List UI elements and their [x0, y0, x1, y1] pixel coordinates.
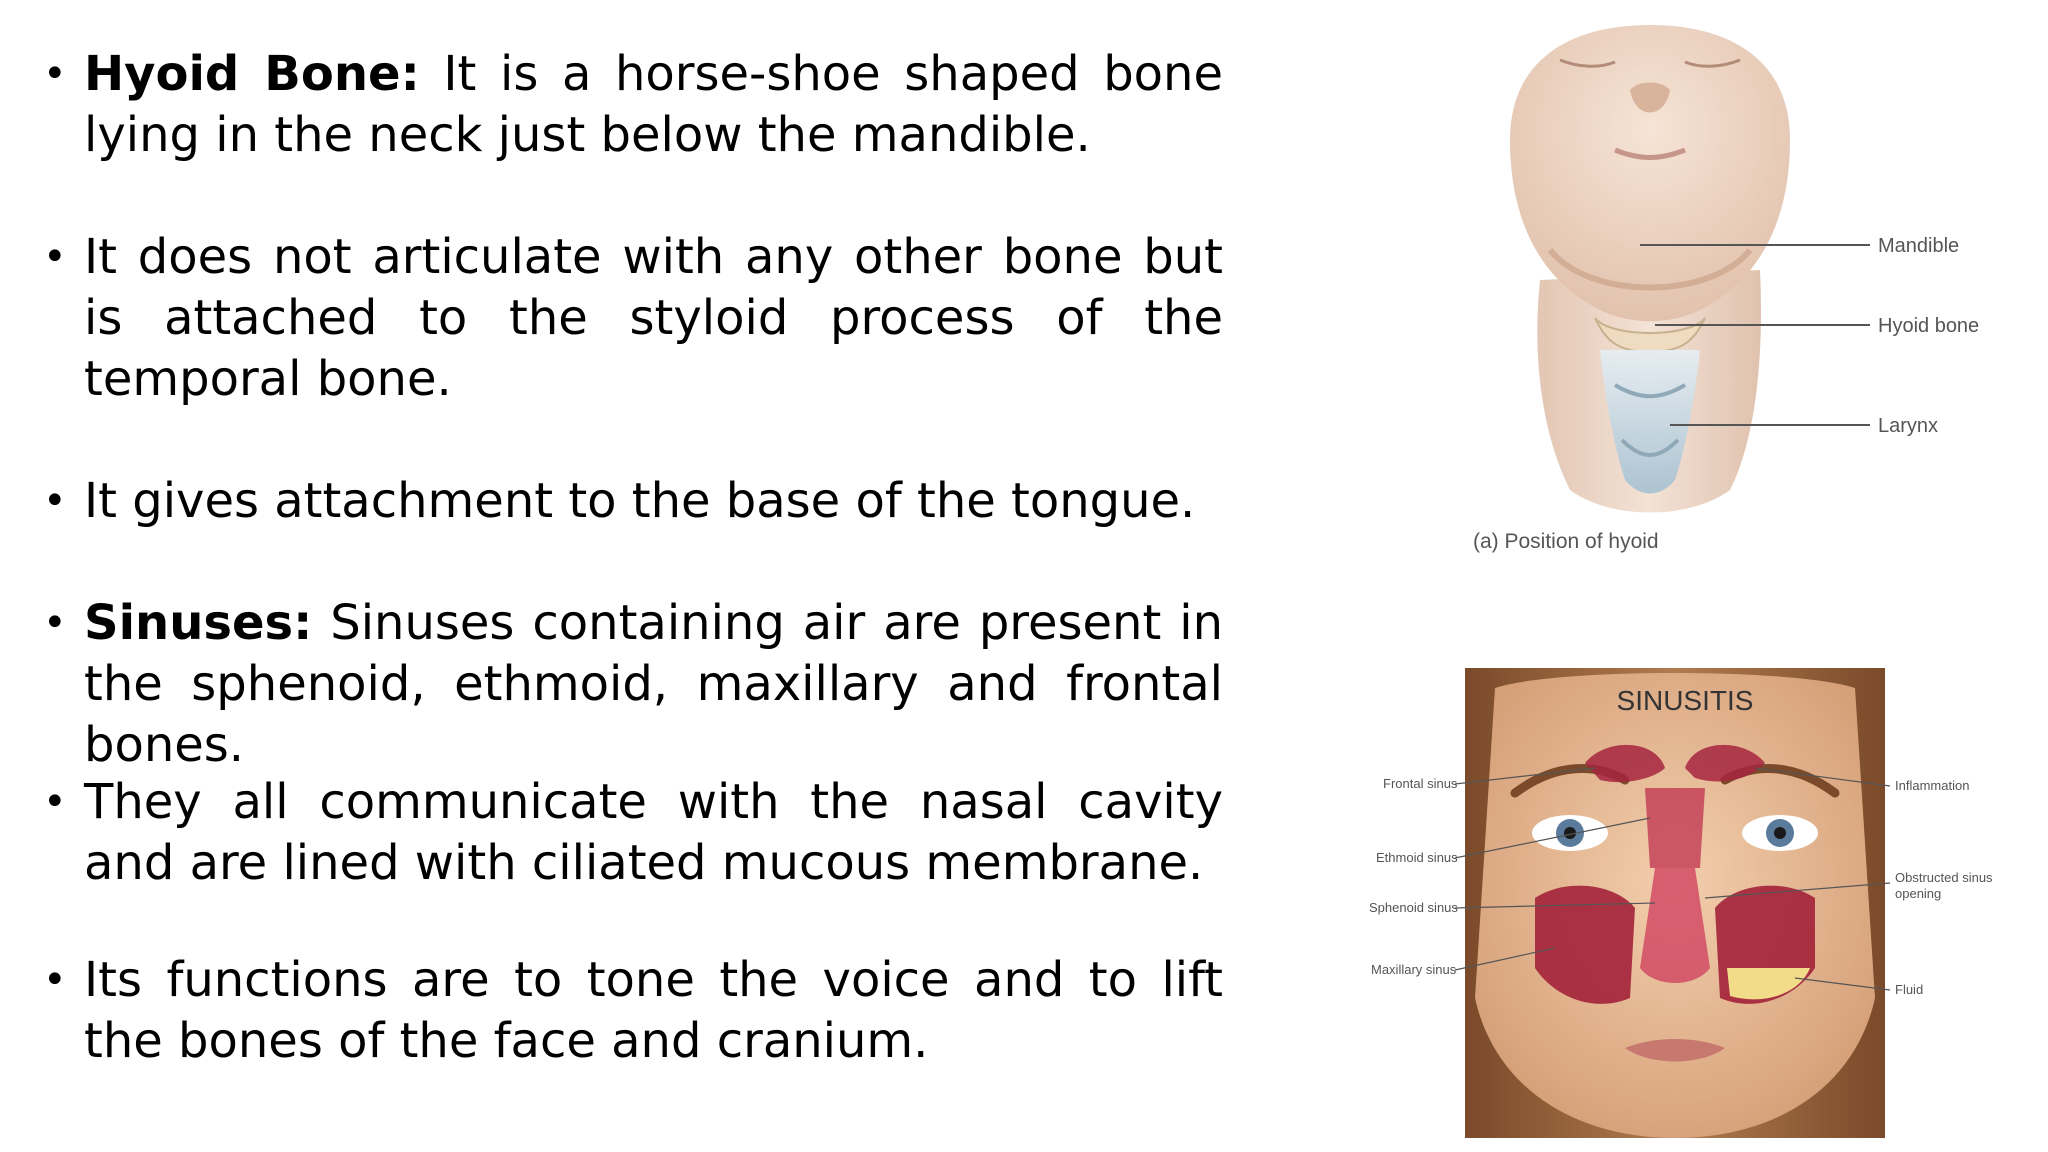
bullet-item-hyoid-bone: [43, 44, 1223, 166]
label-mandible: Mandible: [1878, 235, 1960, 257]
bullet-dot: •: [43, 957, 67, 1003]
bullet-dot: •: [43, 779, 67, 825]
face-illustration: [1465, 668, 1885, 1138]
bullet-item-functions: [43, 950, 1223, 1072]
label-frontal-sinus: Frontal sinus: [1383, 776, 1458, 791]
hyoid-figure-caption: (a) Position of hyoid: [1473, 530, 1659, 553]
bullet-text: It is a horse-shoe shaped bone lying in the neck just below the mandible.: [84, 46, 1223, 163]
bullet-dot: •: [43, 234, 67, 280]
bullet-text: They all communicate with the nasal cavity and are lined with ciliated mucous membrane.: [84, 774, 1223, 891]
label-maxillary-sinus: Maxillary sinus: [1371, 962, 1457, 977]
hyoid-position-figure: [1400, 20, 2020, 580]
label-hyoid-bone: Hyoid bone: [1878, 315, 1980, 337]
label-larynx: Larynx: [1878, 415, 1939, 437]
bullet-text: It gives attachment to the base of the tongue.: [84, 473, 1196, 529]
bullet-dot: •: [43, 600, 67, 646]
label-sphenoid-sinus: Sphenoid sinus: [1369, 900, 1458, 915]
label-inflammation: Inflammation: [1895, 778, 1970, 793]
bullet-text: It does not articulate with any other bone but is attached to the styloid process of the temporal bone.: [84, 229, 1223, 407]
label-fluid: Fluid: [1895, 982, 1924, 997]
bullet-text: Its functions are to tone the voice and to lift the bones of the face and cranium.: [84, 952, 1223, 1069]
label-obstructed-opening: opening: [1895, 886, 1942, 901]
label-obstructed-sinus: Obstructed sinus: [1895, 870, 1993, 885]
bullet-dot: •: [43, 51, 67, 97]
head-neck-illustration: [1510, 25, 1790, 513]
bullet-item-articulation: [43, 227, 1223, 410]
sinusitis-title: SINUSITIS: [1616, 685, 1754, 716]
bullet-item-nasal-cavity: [43, 772, 1223, 894]
bullet-dot: •: [43, 478, 67, 524]
label-ethmoid-sinus: Ethmoid sinus: [1376, 850, 1458, 865]
bullet-text: Sinuses containing air are present in the sphenoid, ethmoid, maxillary and frontal bones.: [84, 595, 1223, 773]
bullet-item-tongue: [43, 471, 1223, 532]
sinusitis-figure: [1355, 668, 2015, 1138]
bullet-item-sinuses: [43, 593, 1223, 776]
bullet-label: Hyoid Bone:: [84, 46, 420, 102]
bullet-label: Sinuses:: [84, 595, 313, 651]
